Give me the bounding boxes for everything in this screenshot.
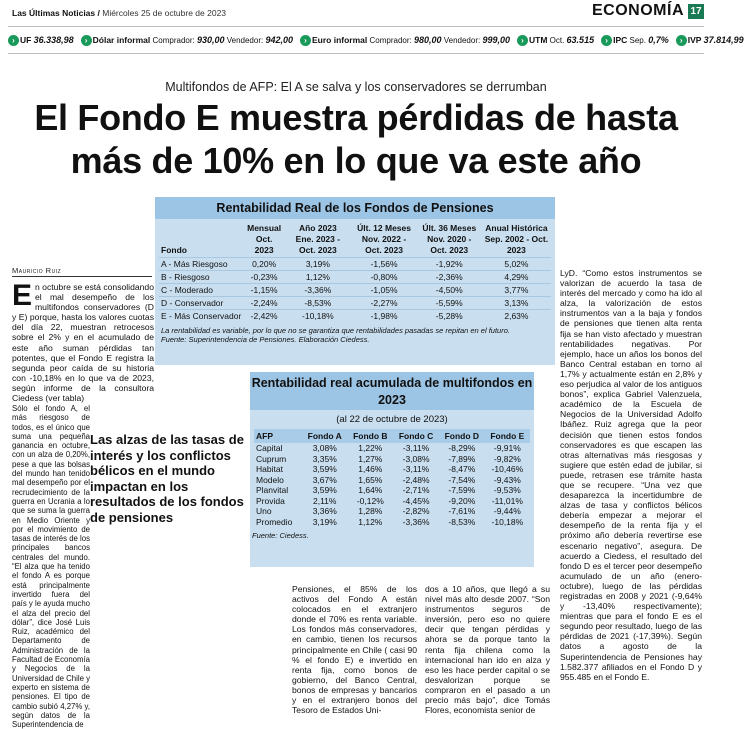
table-cell: -8,53%: [448, 516, 476, 527]
ticker-ivp: [676, 35, 744, 46]
table-cell: 3,08%: [312, 443, 337, 453]
ticker-value: 36.338,98: [33, 34, 74, 45]
publication-name: Las Últimas Noticias: [12, 8, 96, 18]
table-cell: -9,91%: [493, 443, 521, 453]
table-cell: -2,48%: [402, 474, 430, 485]
table-cell: E - Más Conservador: [159, 310, 244, 323]
ticker-value: 37.814,99: [703, 34, 744, 45]
chevron-right-icon: ›: [676, 35, 687, 46]
table-source: Fuente: Ciedess.: [252, 531, 309, 540]
ticker-label: Euro informal: [311, 34, 368, 45]
table-cell: 3,19%: [312, 516, 337, 527]
table-cell: -2,71%: [402, 485, 430, 495]
table-cell: 1,64%: [358, 485, 383, 495]
ticker-value: 980,00: [413, 34, 442, 45]
ticker-euro: [300, 35, 510, 46]
table-cell: Provida: [256, 495, 285, 506]
table-cell: 3,59%: [312, 485, 337, 495]
table-cell: Habitat: [256, 464, 283, 474]
table-cell: 1,12%: [284, 271, 351, 284]
table-cell: -2,24%: [244, 297, 284, 310]
table-cell: -0,12%: [356, 495, 384, 506]
table-row: [254, 485, 530, 496]
ticker-label: Dólar informal: [92, 34, 151, 45]
ticker-value: 930,00: [196, 34, 225, 45]
table-row: [159, 258, 551, 271]
pension-returns-table: [155, 197, 555, 365]
table-cell: -1,56%: [351, 258, 416, 271]
table-row: [159, 310, 551, 323]
table-row: [159, 297, 551, 310]
table-row: [254, 496, 530, 507]
ticker-detail: Vendedor:: [443, 35, 481, 45]
table-cell: -2,82%: [402, 506, 430, 516]
table-cell: -9,82%: [493, 453, 521, 464]
afp-returns-table: [250, 372, 534, 567]
table-cell: -2,36%: [417, 271, 482, 284]
column-header: Fondo D: [439, 429, 485, 443]
table-cell: -1,05%: [351, 284, 416, 297]
ticker-detail: Comprador:: [152, 35, 195, 45]
table-row: [254, 517, 530, 528]
table-row: [254, 464, 530, 475]
table-cell: -9,53%: [493, 485, 521, 495]
table-cell: -2,27%: [351, 297, 416, 310]
table-cell: -4,45%: [402, 495, 430, 506]
table-cell: -11,01%: [491, 495, 523, 506]
column-header: Fondo E: [485, 429, 530, 443]
indicators-ticker: [8, 26, 744, 54]
ticker-detail: Sep.: [629, 35, 646, 45]
table-cell: -3,11%: [402, 443, 430, 453]
table-cell: 4,29%: [482, 271, 551, 284]
chevron-right-icon: ›: [81, 35, 92, 46]
table-cell: -1,15%: [244, 284, 284, 297]
table-cell: Capital: [256, 443, 283, 453]
table-cell: Planvital: [256, 485, 289, 495]
table-cell: Promedio: [256, 516, 293, 527]
table-cell: Modelo: [256, 474, 284, 485]
ticker-detail: Oct.: [549, 35, 565, 45]
table-cell: -10,46%: [491, 464, 524, 474]
table-cell: -9,20%: [448, 495, 476, 506]
table-cell: 2,63%: [482, 310, 551, 323]
table-cell: -0,23%: [244, 271, 284, 284]
table-cell: -4,50%: [417, 284, 482, 297]
article-column-4: LyD. “Como estos instrumentos se valorizan de acuerdo la tasa de interés del mercado y como ha ido al alza, la valorización de estos instrumentos van a la baja y fondos de pensiones que tienen alta renta fija se han visto afectado y muestran rentabilidades negativas. Por ejemplo, hace un años los bonos del Banco Central estaban en torno al 1,7% y actualmente están en 2,8% y eso perjudica al valor de los antiguos bonos”, explica Gabriel Valenzuela, académico de la Escuela de Negocios de la Universidad Adolfo Ibáñez. Ruiz agrega que la peor decisión que tienen estos fondos conservadores es que escapen las otras alternativas más riesgosas y sugiere que estén edad de jubilar, si puede, retrasen ese trámite hasta que se recupere. “Una vez que desaparezca la incertidumbre de alzas de tasa y conflictos bélicos debería empezar a mejorar el desempeño de la renta fija y el próximo año debería revertirse ese escenario negativo”, asegura. De acuerdo a Ciedess, el resultado del fondo D es el tercer peor desempeño acumulado de un año (enero-octubre), luego de las pérdidas registradas en 2008 y 2021 (-9,64% y -13,40% respectivamente); mientras que para el fondo E es el segundo peor resultado, luego de las pérdidas de 2021 (-17,39%). Según datos a agosto de la Superintendencia de Pensiones hay 1.582.377 afiliados en el Fondo D y 955.485 en el Fondo E.: [560, 268, 702, 682]
article-headline: El Fondo E muestra pérdidas de hasta más de 10% en lo que va este año: [34, 97, 678, 181]
article-column-1-paragraph-2: [12, 404, 90, 729]
article-column-3: dos a 10 años, que llegó a su nivel más alto desde 2007. “Son instrumentos seguros de inversión, pero eso no quiere decir que tengan pérdidas y ahora se da porque tanto la renta fija chilena como la internacional han ido en alza y eso les hace perder capital o se desvalorizan porque se compraron en el pasado a un precio más bajo”, dice Tomás Flores, economista senior de: [425, 584, 550, 716]
table-cell: A - Más Riesgoso: [159, 258, 244, 271]
table-cell: 1,27%: [358, 453, 383, 464]
paragraph: Sólo el fondo A, el más riesgoso de todos, es el único que suma una pequeña ganancia en octubre, con un alza de 0,20%, pese a que las bolsas del mundo han tenido mal desempeño por el recrudecimiento de la guerra en Ucrania a lo que se suma la guerra en Medio Oriente y por el movimiento de tasas de interés de los principales bancos centrales del mundo. “El alza que ha tenido el fondo A es porque está principalmente invertido fuera del país y le ayuda mucho el alza del precio del dólar”, dice José Luis Ruiz, académico del Departamento de Administración de la Facultad de Economía y Negocios de la Universidad de Chile y experto en sistema de pensiones. El tipo de cambio subió 4,27% y, según datos de la Superintendencia de: [12, 404, 91, 729]
page-header: [8, 2, 704, 22]
column-header: Anual Histórica Sep. 2002 - Oct. 2023: [484, 223, 549, 255]
table-cell: 1,46%: [358, 464, 383, 474]
ticker-dolar: [81, 35, 293, 46]
ticker-ipc: [601, 35, 669, 46]
table-cell: -5,59%: [417, 297, 482, 310]
chevron-right-icon: ›: [517, 35, 528, 46]
chevron-right-icon: ›: [601, 35, 612, 46]
table-subtitle: (al 22 de octubre de 2023): [336, 414, 448, 425]
column-header: Fondo: [161, 245, 187, 255]
publication-line: Las Últimas Noticias / Miércoles 25 de octubre de 2023: [12, 8, 227, 18]
byline-rule: [12, 276, 152, 277]
table-cell: 1,65%: [358, 474, 383, 485]
table-header-row: [159, 222, 551, 258]
table-cell: 5,02%: [482, 258, 551, 271]
table-title: Rentabilidad real acumulada de multifondos en 2023: [250, 372, 534, 410]
table-note: [161, 326, 555, 344]
table-cell: -3,08%: [402, 453, 430, 464]
table-cell: 3,59%: [312, 464, 337, 474]
table-cell: 0,20%: [244, 258, 284, 271]
table-cell: 3,36%: [312, 506, 337, 516]
table-cell: C - Moderado: [159, 284, 244, 297]
table-cell: -3,11%: [402, 464, 430, 474]
column-header: Mensual Oct. 2023: [247, 223, 282, 255]
table-cell: -8,29%: [448, 443, 476, 453]
chevron-right-icon: ›: [300, 35, 311, 46]
table-row: [254, 506, 530, 517]
table-header-row: [254, 429, 530, 443]
byline: Mauricio Ruiz: [12, 266, 62, 275]
table-cell: -7,89%: [448, 453, 476, 464]
table-cell: -1,92%: [417, 258, 482, 271]
ticker-label: IVP: [687, 34, 702, 45]
column-header: AFP: [254, 429, 302, 443]
column-header: Fondo B: [347, 429, 393, 443]
ticker-value: 0,7%: [648, 34, 669, 45]
page-number: 17: [688, 4, 704, 19]
table-cell: D - Conservador: [159, 297, 244, 310]
ticker-uf: [8, 35, 74, 46]
ticker-utm: [517, 35, 594, 46]
table-cell: -3,36%: [402, 516, 430, 527]
table-cell: 1,22%: [358, 443, 383, 453]
table-source: Fuente: Superintendencia de Pensiones. Elaboración Ciedess.: [161, 335, 370, 344]
table-row: [159, 271, 551, 284]
paragraph: n octubre se está consolidando el mal desempeño de los multifondos conservadores (D y E) porque, hasta los valores cuotas del día 22, muestran retrocesos sobre el 2% y en el acumulado de este año suman pérdidas tan potentes, que el Fondo E registra la segunda peor caída de su historia con -10,18% en lo que va de 2023, según informe de la consultora Ciedess (ver tabla): [12, 282, 154, 404]
table-cell: -7,54%: [448, 474, 476, 485]
column-header: Fondo C: [393, 429, 439, 443]
column-header: Últ. 12 Meses Nov. 2022 - Oct. 2023: [357, 223, 411, 255]
table-cell: B - Riesgoso: [159, 271, 244, 284]
table-cell: -2,42%: [244, 310, 284, 323]
ticker-value: 942,00: [265, 34, 293, 45]
table-cell: -3,36%: [284, 284, 351, 297]
table-cell: -9,43%: [493, 474, 521, 485]
article-column-2: Pensiones, el 85% de los activos del Fondo A están colocados en el extranjero donde el 70% es renta variable. Los fondos más conservadores, en cambio, tienen los recursos principalmente en Chile ( casi 90 % el fondo E) e invertido en renta fija, como bonos de gobierno, del Banco Central, bonos de empresas y bancarios y en el extranjero bonos del Tesoro de Estados Uni-: [292, 584, 417, 716]
article-kicker: Multifondos de AFP: El A se salva y los conservadores se derrumban: [165, 80, 547, 94]
table-cell: -8,47%: [448, 464, 476, 474]
table-row: [254, 475, 530, 486]
table-cell: -1,98%: [351, 310, 416, 323]
table-cell: Uno: [256, 506, 272, 516]
ticker-detail: Vendedor:: [226, 35, 264, 45]
ticker-label: UF: [20, 34, 32, 45]
column-header: Año 2023 Ene. 2023 - Oct. 2023: [295, 223, 341, 255]
column-header: Fondo A: [302, 429, 347, 443]
returns-grid: [159, 222, 551, 322]
drop-cap: E: [12, 279, 33, 312]
chevron-right-icon: ›: [8, 35, 19, 46]
table-cell: -5,28%: [417, 310, 482, 323]
issue-date: Miércoles 25 de octubre de 2023: [102, 8, 227, 18]
table-cell: -10,18%: [284, 310, 351, 323]
table-cell: 3,35%: [312, 453, 337, 464]
table-cell: -8,53%: [284, 297, 351, 310]
table-cell: 3,19%: [284, 258, 351, 271]
ticker-label: UTM: [528, 34, 548, 45]
table-cell: 3,67%: [312, 474, 337, 485]
table-cell: 1,28%: [358, 506, 383, 516]
article-column-1: [12, 279, 154, 404]
table-cell: 3,77%: [482, 284, 551, 297]
afp-grid: [254, 429, 530, 527]
table-disclaimer: La rentabilidad es variable, por lo que no se garantiza que rentabilidades pasadas se repitan en el futuro.: [161, 326, 510, 335]
table-cell: Cuprum: [256, 453, 287, 464]
table-cell: -7,61%: [448, 506, 476, 516]
table-cell: -0,80%: [351, 271, 416, 284]
table-cell: 3,13%: [482, 297, 551, 310]
table-cell: -7,59%: [448, 485, 476, 495]
ticker-value: 999,00: [482, 34, 510, 45]
section-title: ECONOMÍA: [592, 2, 684, 19]
table-cell: -10,18%: [491, 516, 524, 527]
ticker-detail: Comprador:: [369, 35, 412, 45]
table-row: [159, 284, 551, 297]
table-title: Rentabilidad Real de los Fondos de Pensiones: [155, 197, 555, 219]
table-cell: 1,12%: [358, 516, 383, 527]
table-cell: 2,11%: [313, 495, 337, 506]
table-cell: -9,44%: [493, 506, 521, 516]
column-header: Últ. 36 Meses Nov. 2020 - Oct. 2023: [422, 223, 477, 255]
ticker-label: IPC: [613, 34, 628, 45]
ticker-value: 63.515: [566, 34, 595, 45]
table-row: [254, 443, 530, 454]
pull-quote: Las alzas de las tasas de interés y los conflictos bélicos en el mundo impactan en los resultados de los fondos de pensiones: [90, 432, 244, 525]
table-row: [254, 454, 530, 465]
